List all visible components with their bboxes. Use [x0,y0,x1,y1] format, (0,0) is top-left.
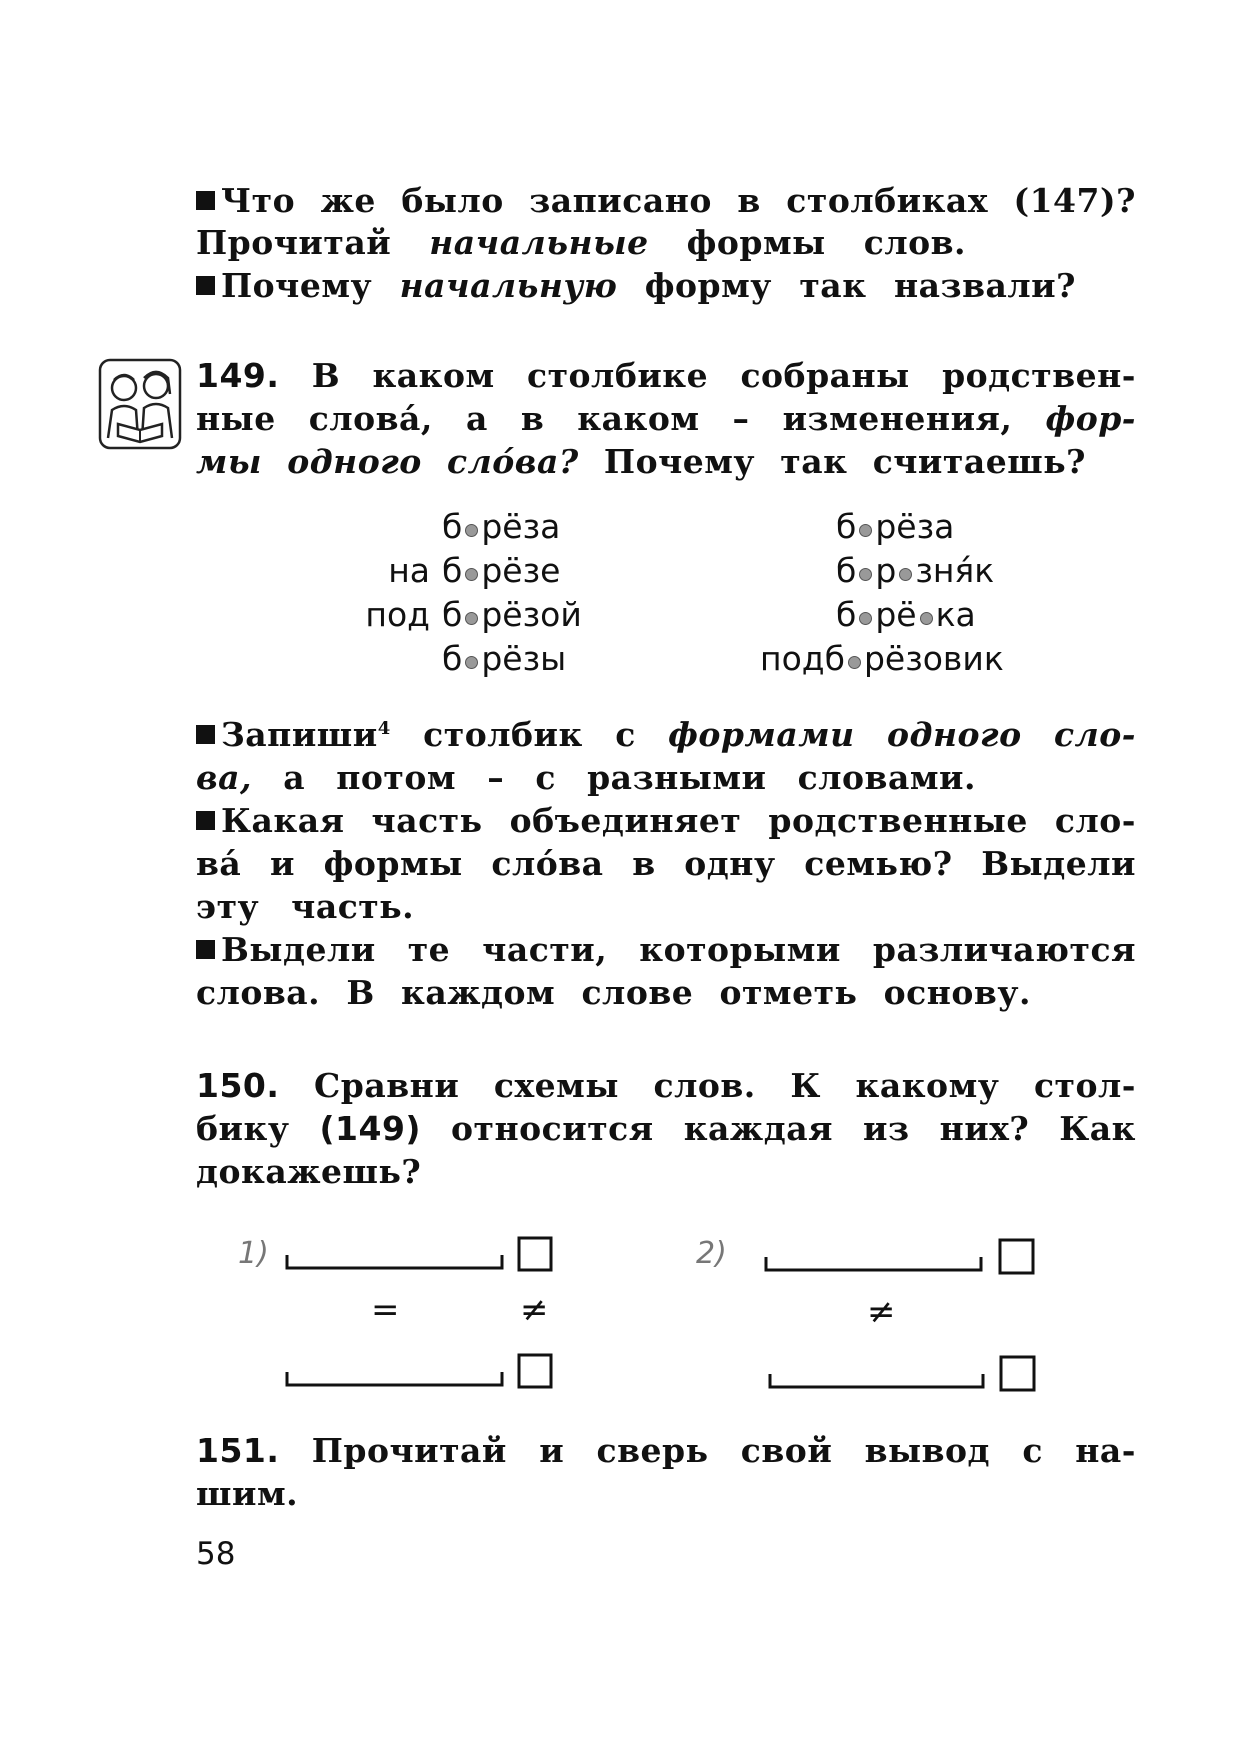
missing-letter-dot-icon [859,612,872,625]
missing-letter-dot-icon [465,612,478,625]
task1-line-1: Запиши$^4$ столбик с формами одного сло- [196,715,1136,755]
list-item: под б рёзой [365,595,582,634]
intro-line-1: Что же было записано в столбиках (147)? [196,181,1136,221]
not-equal-sign-2: ≠ [867,1292,896,1332]
task3-line-1: Выдели те части, которыми различаются [196,930,1136,970]
missing-letter-dot-icon [465,656,478,669]
list-item: на б рёзе [388,551,561,590]
missing-letter-dot-icon [920,612,933,625]
ex150-line-1: 150. Сравни схемы слов. К какому стол- [196,1066,1136,1105]
bullet-square-icon [196,940,215,959]
missing-letter-dot-icon [859,524,872,537]
ex150-line-3: докажешь? [196,1152,422,1191]
list-item: б р зня́к [836,551,995,590]
intro-line-2: Прочитай начальные формы слов. [196,223,967,262]
missing-letter-dot-icon [465,568,478,581]
scheme-1-label: 1) [238,1236,269,1271]
ex151-line-1: 151. Прочитай и сверь свой вывод с на- [196,1431,1136,1470]
missing-letter-dot-icon [848,656,861,669]
page-number: 58 [196,1536,236,1572]
exercise-number: 150. [196,1066,280,1105]
equal-sign: = [371,1290,400,1330]
task2-line-2: ва́ и формы сло́ва в одну семью? Выдели [196,844,1136,883]
missing-letter-dot-icon [859,568,872,581]
ex151-line-2: шим. [196,1474,299,1513]
ex149-line-2: ные слова́, а в каком – изменения, фор- [196,399,1136,438]
task1-line-2: ва, а потом – с разными словами. [196,758,976,797]
task2-line-3: эту часть. [196,887,415,926]
list-item: б рёзы [442,639,567,678]
children-reading-icon [98,358,182,450]
bullet-square-icon [196,191,215,210]
word-column-1 [320,505,582,681]
scheme-2-label: 2) [696,1236,727,1271]
ex149-line-3: мы одного сло́ва? Почему так считаешь? [196,442,1086,481]
list-item: б рёза [442,507,561,546]
list-item: б рёза [836,507,955,546]
word-column-2 [760,505,1050,681]
ex149-line-1: 149. В каком столбике собраны родствен- [196,356,1136,395]
bullet-square-icon [196,811,215,830]
missing-letter-dot-icon [465,524,478,537]
not-equal-sign-1: ≠ [520,1290,549,1330]
bullet-square-icon [196,276,215,295]
ex150-line-2: бику (149) относится каждая из них? Как [196,1109,1136,1148]
intro-line-3: Почему начальную форму так назвали? [196,266,1076,306]
exercise-number: 151. [196,1431,280,1470]
list-item: б рё ка [836,595,976,634]
task2-line-1: Какая часть объединяет родственные сло- [196,801,1136,841]
bullet-square-icon [196,725,215,744]
exercise-number: 149. [196,356,280,395]
missing-letter-dot-icon [899,568,912,581]
list-item: подб рёзовик [760,639,1004,678]
task3-line-2: слова. В каждом слове отметь основу. [196,973,1031,1012]
